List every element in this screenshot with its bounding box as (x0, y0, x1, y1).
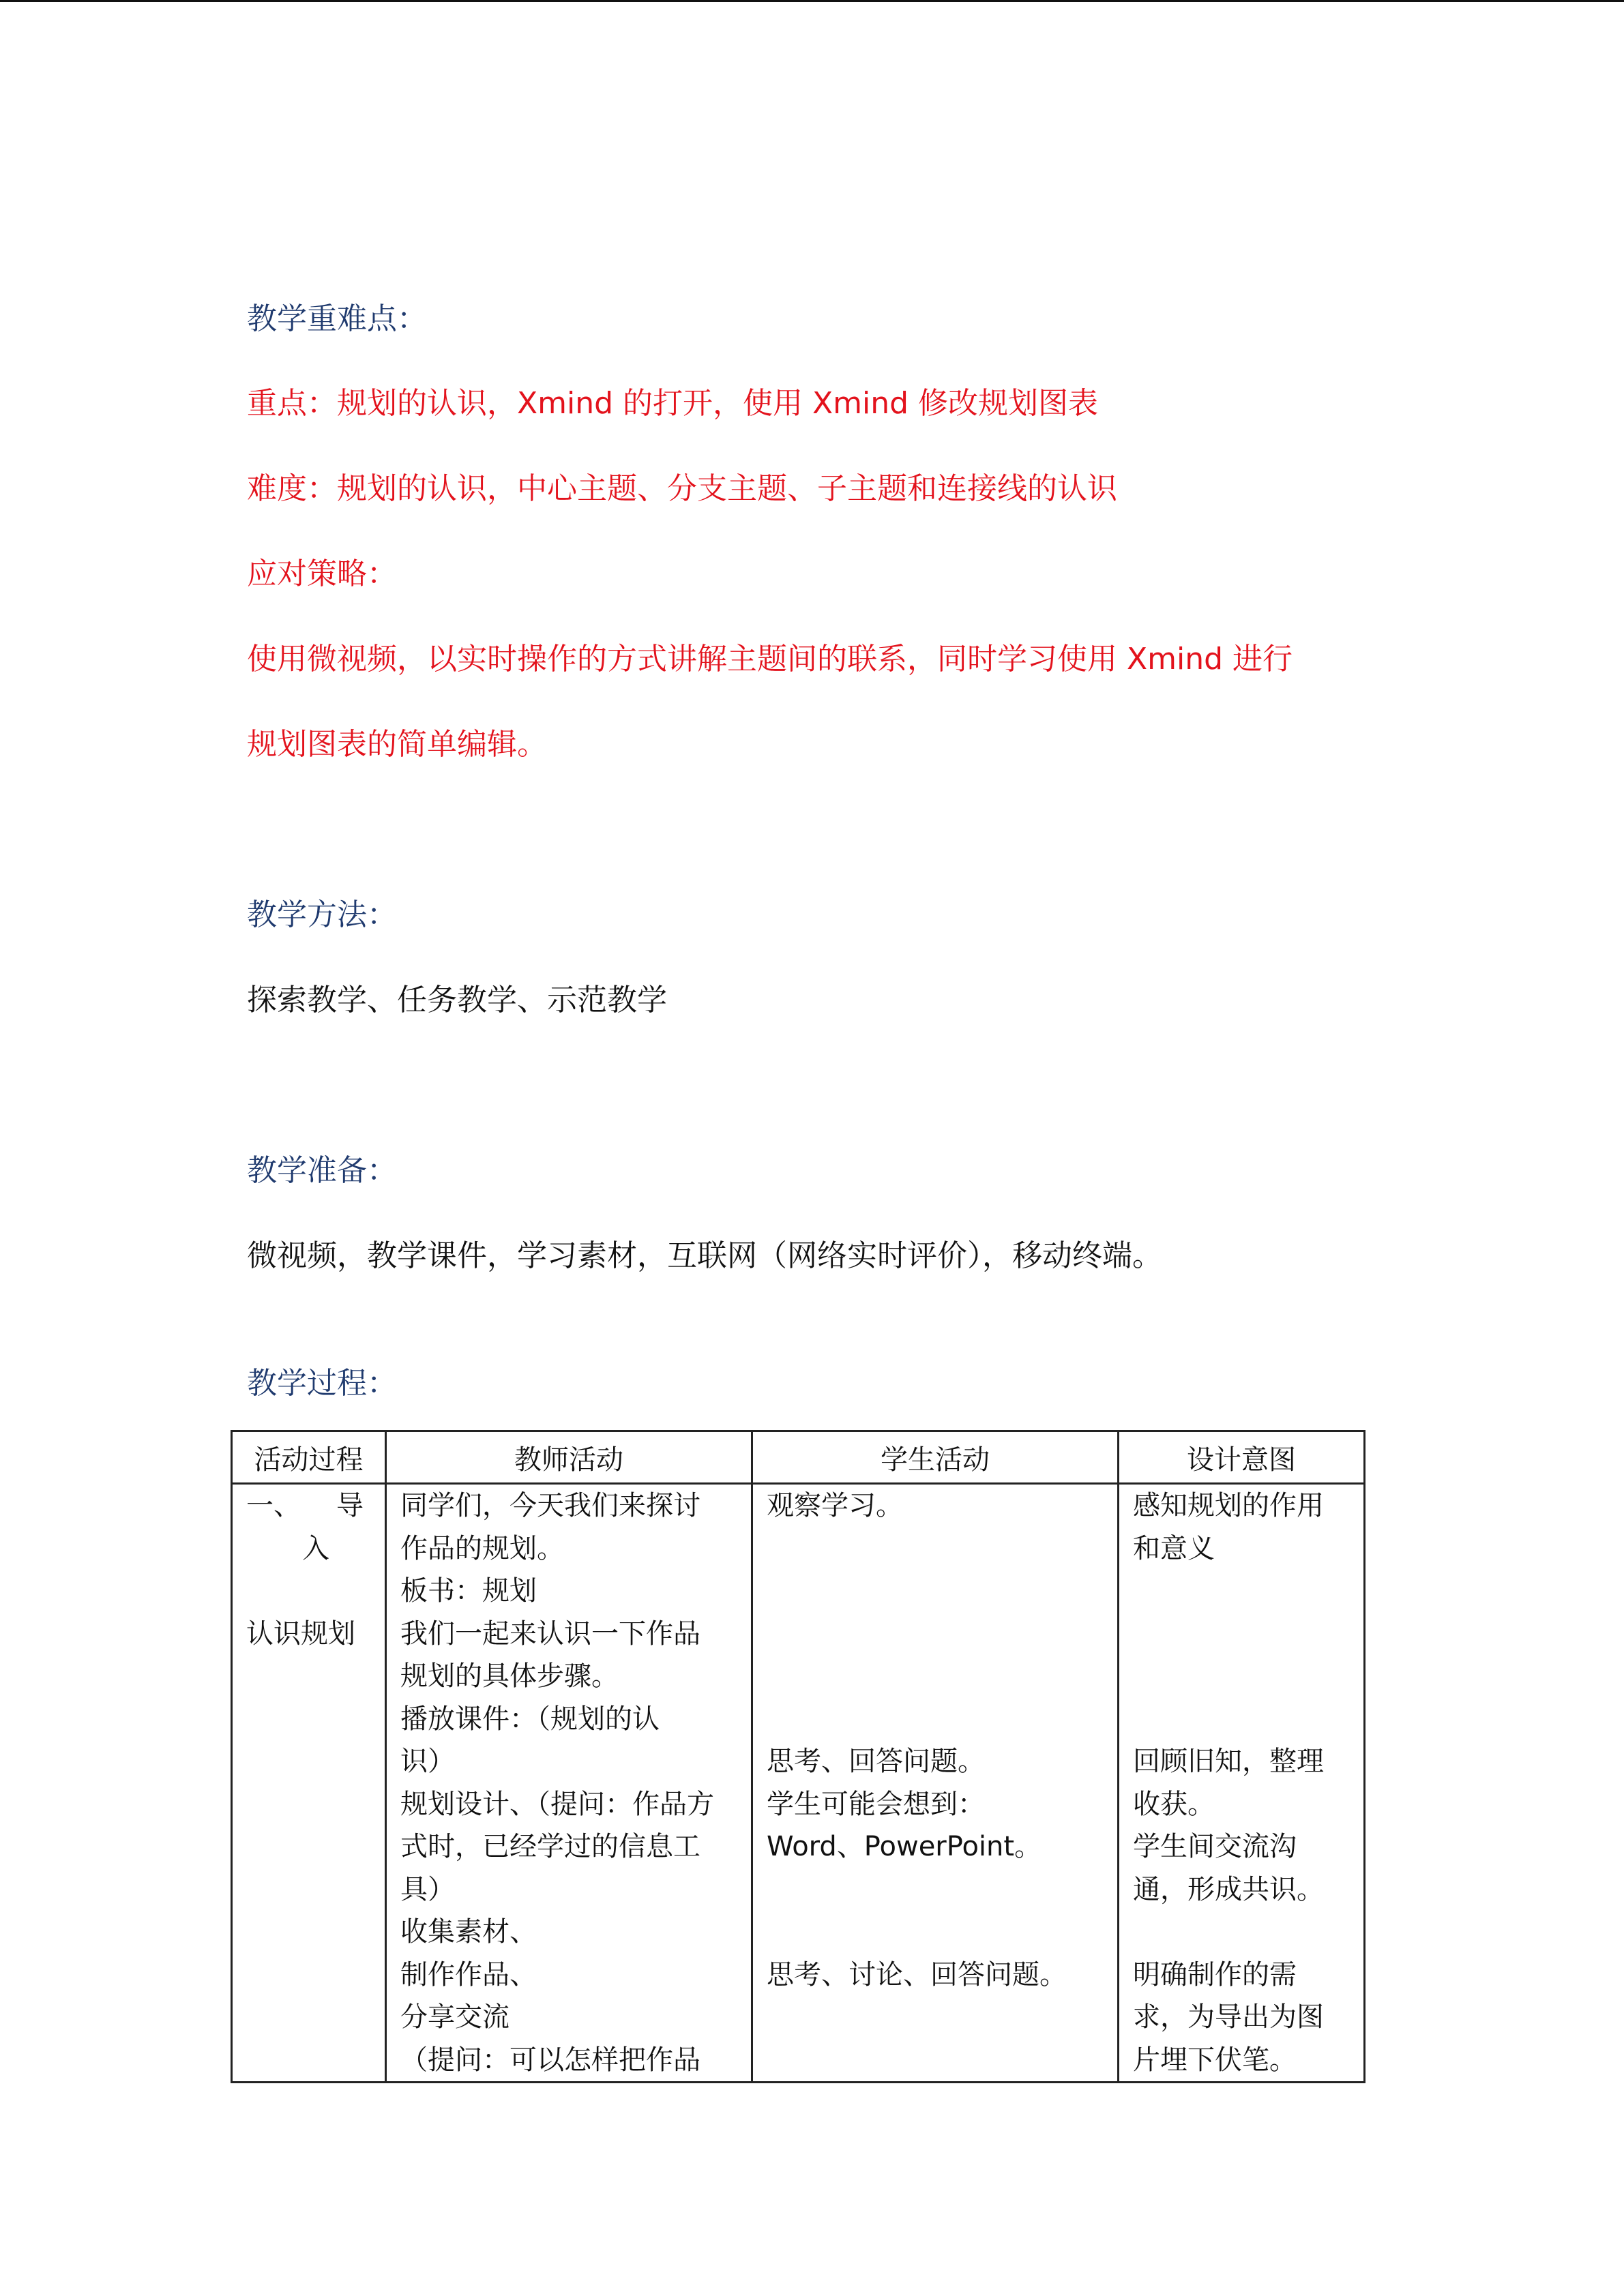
stage-title-part1: 导 (336, 1490, 364, 1521)
teacher-line: 收集素材、 (400, 1916, 537, 1948)
teacher-line: 制作作品、 (400, 1958, 537, 1991)
intent-line: 通，形成共识。 (1133, 1873, 1324, 1905)
teacher-line: 我们一起来认识一下作品 (400, 1617, 700, 1650)
stage-subtitle: 认识规划 (246, 1617, 355, 1650)
process-heading: 教学过程： (247, 1366, 397, 1401)
methods-text: 探索教学、任务教学、示范教学 (247, 983, 667, 1017)
preparation-text: 微视频，教学课件，学习素材，互联网（网络实时评价），移动终端。 (247, 1238, 1162, 1273)
header-activity-process: 活动过程 (232, 1431, 386, 1484)
strategy-text-line2: 规划图表的简单编辑。 (247, 727, 547, 762)
table-header-row (232, 1431, 1365, 1484)
teaching-process-table (231, 1430, 1365, 2083)
preparation-heading: 教学准备： (247, 1153, 397, 1188)
key-points-heading: 教学重难点： (247, 301, 427, 336)
header-teacher-activity: 教师活动 (386, 1431, 752, 1484)
teacher-line: 式时，已经学过的信息工 (400, 1831, 700, 1862)
strategy-text-line1: 使用微视频，以实时操作的方式讲解主题间的联系，同时学习使用 Xmind 进行 (247, 642, 1293, 676)
intent-line: 和意义 (1133, 1532, 1215, 1564)
design-intent-cell (1119, 1484, 1365, 2083)
header-design-intent: 设计意图 (1119, 1431, 1365, 1484)
key-focus-text: 重点：规划的认识，Xmind 的打开，使用 Xmind 修改规划图表 (247, 386, 1099, 421)
intent-line: 感知规划的作用 (1133, 1490, 1324, 1521)
student-line: Word、PowerPoint。 (767, 1831, 1042, 1862)
intent-line: 学生间交流沟 (1133, 1831, 1297, 1862)
teacher-line: 分享交流 (400, 2001, 510, 2033)
teacher-line: 具） (400, 1873, 455, 1905)
teacher-line: 识） (400, 1746, 455, 1777)
stage-number: 一、 (246, 1490, 301, 1521)
teacher-line: 播放课件：（规划的认 (400, 1703, 660, 1735)
teacher-line: 规划设计、（提问：作品方 (400, 1788, 714, 1820)
stage-title-part2: 入 (302, 1532, 329, 1564)
student-line: 思考、讨论、回答问题。 (767, 1958, 1067, 1991)
difficulty-text: 难度：规划的认识，中心主题、分支主题、子主题和连接线的认识 (247, 471, 1117, 506)
student-line: 学生可能会想到： (767, 1788, 985, 1820)
intent-line: 片埋下伏笔。 (1133, 2044, 1297, 2076)
teacher-line: 规划的具体步骤。 (400, 1660, 619, 1692)
strategy-heading: 应对策略： (247, 556, 397, 591)
teacher-line: （提问：可以怎样把作品 (400, 2044, 700, 2076)
teacher-activity-cell (386, 1484, 752, 2083)
intent-line: 回顾旧知，整理 (1133, 1746, 1324, 1777)
page-top-border (0, 0, 1624, 2)
intent-line: 明确制作的需 (1133, 1958, 1297, 1991)
stage-cell (232, 1484, 386, 2083)
student-activity-cell (752, 1484, 1119, 2083)
teacher-line: 板书：规划 (400, 1575, 537, 1607)
student-line: 思考、回答问题。 (767, 1746, 985, 1777)
table-row (232, 1484, 1365, 2083)
intent-line: 求，为导出为图 (1133, 2001, 1324, 2033)
teacher-line: 作品的规划。 (400, 1532, 564, 1564)
teacher-line: 同学们，今天我们来探讨 (400, 1490, 700, 1521)
methods-heading: 教学方法： (247, 897, 397, 932)
header-student-activity: 学生活动 (752, 1431, 1119, 1484)
student-line: 观察学习。 (767, 1490, 903, 1521)
intent-line: 收获。 (1133, 1788, 1215, 1820)
